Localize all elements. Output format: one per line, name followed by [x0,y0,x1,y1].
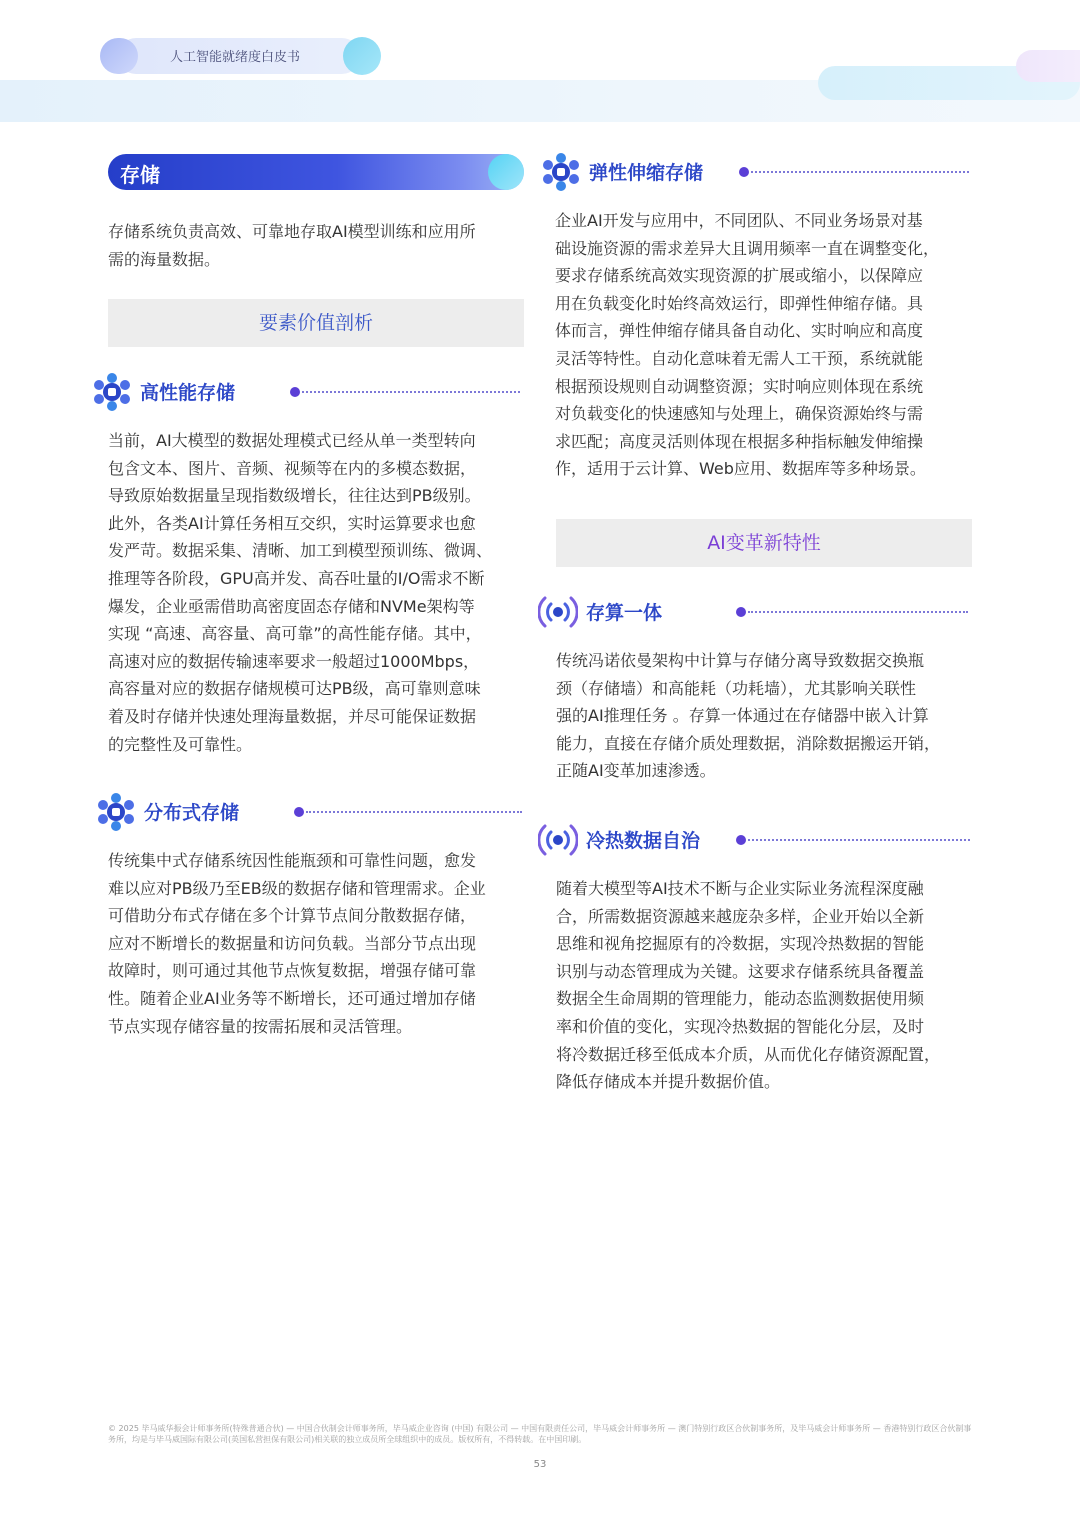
hot-cold-heading [538,820,970,860]
heading-dotted-line [302,391,520,393]
page-number: 53 [533,1459,547,1470]
compute-storage-body: 传统冯诺依曼架构中计算与存储分离导致数据交换瓶 颈（存储墙）和高能耗（功耗墙），尤其影响关联性 强的AI推理任务 。存算一体通过在存储器中嵌入计算 能力，直接在存储介质处理数据，消除数据搬运开销， 正随AI变革加速渗透。 [556,651,941,781]
high-performance-title: 高性能存储 [140,382,236,404]
heading-dot [736,835,746,845]
banner-circle [488,154,524,190]
heading-dotted-line [751,171,969,173]
wireless-signal-icon [538,820,578,860]
intro-paragraph: 存储系统负责高效、可靠地存取AI模型训练和应用所 需的海量数据。 [108,222,476,269]
analysis-heading: 要素价值剖析 [108,299,524,347]
heading-dot [294,807,304,817]
header-decoration [1016,50,1080,82]
heading-dotted-line [748,611,968,613]
copyright-note: © 2025 毕马威华振会计师事务所(特殊普通合伙) — 中国合伙制会计师事务所，毕马威企业咨询 (中国) 有限公司 — 中国有限责任公司，毕马威会计师事务所 — 澳门特别行政区合伙制事务所，及毕马威会计师事务所 — 香港特别行政区合伙制事务所，均是与毕马威国际有限公司(英国私营担保有限公司)相关联的独立成员所全球组织中的成员。版权所有，不得转载。在中国印刷。 [108,1424,972,1444]
header-circle [343,37,381,75]
section-banner [108,154,524,190]
innovation-heading: AI变革新特性 [556,519,972,567]
document-title: 人工智能就绪度白皮书 [170,50,301,65]
hot-cold-title: 冷热数据自治 [586,830,701,852]
distributed-heading [96,792,526,832]
elastic-title: 弹性伸缩存储 [589,162,704,184]
elastic-body: 企业AI开发与应用中，不同团队、不同业务场景对基 础设施资源的需求差异大且调用频率一直在调整变化， 要求存储系统高效实现资源的扩展或缩小，以保障应 用在负载变化时始终高效运行，即弹性伸缩存储。具 体而言，弹性伸缩存储具备自动化、实时响应和高度 灵活等特性。自动化意味着无需人工干预，系统就能 根据预设规则自动调整资源；实时响应则体现在系统 对负载变化的快速感知与处理上，确保资源始终与需 求匹配；高度灵活则体现在根据多种指标触发伸缩操 作，适用于云计算、Web应用、数据库等多种场景。 [555,211,940,479]
heading-dot [290,387,300,397]
network-node-icon [96,792,136,832]
distributed-body: 传统集中式存储系统因性能瓶颈和可靠性问题，愈发 难以应对PB级乃至EB级的数据存储和管理需求。企业 可借助分布式存储在多个计算节点间分散数据存储， 应对不断增长的数据量和访问负载。当部分节点出现 故障时，则可通过其他节点恢复数据，增强存储可靠 性。随着企业AI业务等不断增长，还可通过增加存储 节点实现存储容量的按需拓展和灵活管理。 [108,851,486,1036]
section-title: 存储 [120,163,160,187]
compute-storage-heading [538,592,970,632]
heading-dotted-line [306,811,522,813]
heading-dot [739,167,749,177]
heading-dot [736,607,746,617]
high-performance-heading [92,372,522,412]
elastic-heading [541,152,971,192]
header-pill-cap [100,38,138,74]
network-node-icon [541,152,581,192]
wireless-signal-icon [538,592,578,632]
compute-storage-title: 存算一体 [586,602,663,624]
distributed-title: 分布式存储 [144,802,240,824]
network-node-icon [92,372,132,412]
heading-dotted-line [748,839,970,841]
hot-cold-body: 随着大模型等AI技术不断与企业实际业务流程深度融 合，所需数据资源越来越庞杂多样，企业开始以全新 思维和视角挖掘原有的冷数据，实现冷热数据的智能 识别与动态管理成为关键。这要求存储系统具备覆盖 数据全生命周期的管理能力，能动态监测数据使用频 率和价值的变化，实现冷热数据的智能化分层，及时 将冷数据迁移至低成本介质，从而优化存储资源配置， 降低存储成本并提升数据价值。 [556,879,941,1092]
high-performance-body: 当前，AI大模型的数据处理模式已经从单一类型转向 包含文本、图片、音频、视频等在内的多模态数据， 导致原始数据量呈现指数级增长，往往达到PB级别。 此外，各类AI计算任务相互交织，实时运算要求也愈 发严苛。数据采集、清晰、加工到模型预训练、微调、 推理等各阶段，GPU高并发、高吞吐量的I/O需求不断 爆发，企业亟需借助高密度固态存储和NVMe架构等 实现 “高速、高容量、高可靠”的高性能存储。其中， 高速对应的数据传输速率要求一般超过1000Mbps， 高容量对应的数据存储规模可达PB级，高可靠则意味 着及时存储并快速处理海量数据，并尽可能保证数据 的完整性及可靠性。 [108,431,493,754]
